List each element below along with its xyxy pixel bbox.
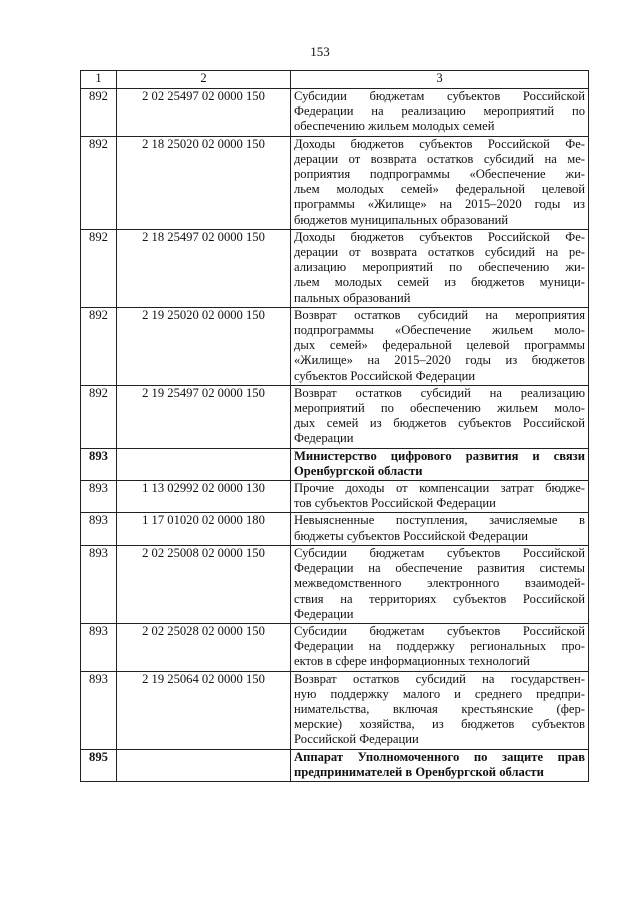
revenue-code-cell: 2 02 25008 02 0000 150 [117,545,291,623]
revenue-code-cell: 2 19 25020 02 0000 150 [117,307,291,385]
revenue-name-cell [291,671,589,749]
revenue-name-cell [291,229,589,307]
revenue-name-line: подпрограммы «Обеспечение жильем моло- [294,323,585,338]
column-header-3: 3 [291,71,589,89]
revenue-name-line: пальных образований [294,290,411,305]
revenue-name-line: льем молодых семей из бюджетов муници- [294,275,585,290]
revenue-code-cell: 2 02 25028 02 0000 150 [117,623,291,671]
revenue-name-line: «Жилище» на 2015–2020 годы из бюджетов [294,353,585,368]
table-row [81,307,589,385]
revenue-name-line: тов субъектов Российской Федерации [294,496,496,511]
budget-revenue-table [80,70,589,782]
revenue-code-cell [117,448,291,480]
revenue-name-line: нимательства, включая крестьянские (фер- [294,701,585,716]
revenue-code-cell [117,749,291,781]
revenue-code-cell: 1 13 02992 02 0000 130 [117,481,291,513]
revenue-name-line: Российской Федерации [294,732,419,747]
revenue-name-line: Доходы бюджетов субъектов Российской Фе- [294,136,585,151]
table-row [81,749,589,781]
table-row [81,671,589,749]
table-row [81,385,589,448]
revenue-name-cell [291,749,589,781]
revenue-name-cell [291,307,589,385]
revenue-name-cell [291,89,589,137]
administrator-code-cell: 892 [81,307,117,385]
column-header-2: 2 [117,71,291,89]
table-row [81,513,589,545]
revenue-name-line: ектов в сфере информационных технологий [294,654,530,669]
revenue-name-line: дерации от возврата остатков субсидий на ре- [294,245,585,260]
administrator-code-cell: 893 [81,671,117,749]
revenue-name-line: Министерство цифрового развития и связи [294,448,585,463]
revenue-name-line: Возврат остатков субсидий на государствен- [294,671,585,686]
revenue-name-line: льем молодых семей» федеральной целевой [294,182,585,197]
revenue-code-cell: 2 19 25497 02 0000 150 [117,385,291,448]
revenue-name-line: дых семей» федеральной целевой программы [294,338,585,353]
table-row [81,89,589,137]
revenue-name-line: мероприятий по обеспечению жильем моло- [294,401,585,416]
table-row [81,229,589,307]
administrator-code-cell: 892 [81,89,117,137]
table-row [81,481,589,513]
table-row [81,448,589,480]
table-row [81,545,589,623]
revenue-name-cell [291,481,589,513]
revenue-name-cell [291,545,589,623]
revenue-code-cell: 2 19 25064 02 0000 150 [117,671,291,749]
revenue-name-cell [291,448,589,480]
revenue-name-line: Возврат остатков субсидий на реализацию [294,385,585,400]
revenue-code-cell: 1 17 01020 02 0000 180 [117,513,291,545]
administrator-code-cell: 892 [81,385,117,448]
revenue-name-cell [291,136,589,229]
revenue-name-line: Федерации [294,606,354,621]
revenue-name-line: Федерации на обеспечение развития системы [294,561,585,576]
administrator-code-cell: 892 [81,229,117,307]
revenue-name-line: мерские) хозяйства, из бюджетов субъектов [294,717,585,732]
administrator-code-cell: 893 [81,481,117,513]
revenue-name-line: межведомственного электронного взаимодей- [294,576,585,591]
table-header-row [81,71,589,89]
administrator-code-cell: 893 [81,448,117,480]
table-body [81,89,589,782]
column-header-1: 1 [81,71,117,89]
table-row [81,623,589,671]
administrator-code-cell: 893 [81,513,117,545]
revenue-name-line: Возврат остатков субсидий на мероприятия [294,307,585,322]
revenue-name-line: Федерации на поддержку региональных про- [294,639,585,654]
page-number: 153 [310,44,330,59]
revenue-name-line: ализацию мероприятий по обеспечению жи- [294,260,585,275]
administrator-code-cell: 895 [81,749,117,781]
revenue-name-line: дерации от возврата остатков субсидий на ме- [294,151,585,166]
revenue-name-line: Федерации на реализацию мероприятий по [294,104,585,119]
revenue-name-cell [291,513,589,545]
revenue-name-cell [291,623,589,671]
revenue-code-cell: 2 18 25020 02 0000 150 [117,136,291,229]
revenue-name-line: Субсидии бюджетам субъектов Российской [294,545,585,560]
revenue-name-line: роприятия подпрограммы «Обеспечение жи- [294,167,585,182]
revenue-name-line: Субсидии бюджетам субъектов Российской [294,623,585,638]
revenue-name-line: Невыясненные поступления, зачисляемые в [294,513,585,528]
administrator-code-cell: 892 [81,136,117,229]
revenue-name-line: ствия на территориях субъектов Российской [294,591,585,606]
revenue-name-line: Оренбургской области [294,463,423,478]
revenue-name-line: Прочие доходы от компенсации затрат бюдже- [294,481,585,496]
revenue-name-line: ную поддержку малого и среднего предпри- [294,686,585,701]
revenue-name-line: Федерации [294,431,354,446]
revenue-name-line: бюджеты субъектов Российской Федерации [294,528,528,543]
administrator-code-cell: 893 [81,545,117,623]
revenue-code-cell: 2 18 25497 02 0000 150 [117,229,291,307]
table-row [81,136,589,229]
revenue-name-line: предпринимателей в Оренбургской области [294,764,544,779]
revenue-name-line: Субсидии бюджетам субъектов Российской [294,89,585,103]
revenue-name-line: субъектов Российской Федерации [294,368,476,383]
revenue-name-line: программы «Жилище» на 2015–2020 годы из [294,197,585,212]
revenue-code-cell: 2 02 25497 02 0000 150 [117,89,291,137]
administrator-code-cell: 893 [81,623,117,671]
revenue-name-line: обеспечению жильем молодых семей [294,119,495,134]
revenue-name-line: Аппарат Уполномоченного по защите прав [294,749,585,764]
revenue-name-line: бюджетов муниципальных образований [294,212,509,227]
revenue-name-line: Доходы бюджетов субъектов Российской Фе- [294,229,585,244]
revenue-name-cell [291,385,589,448]
revenue-name-line: дых семей из бюджетов субъектов Российской [294,416,585,431]
